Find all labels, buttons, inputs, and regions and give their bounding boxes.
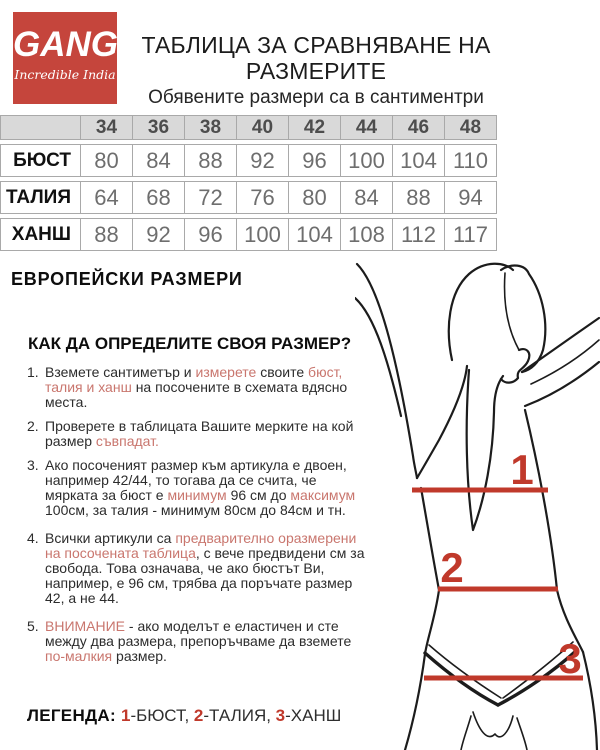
instruction-text xyxy=(45,365,367,410)
figure-torso-right xyxy=(525,410,583,652)
legend-text: -ТАЛИЯ, xyxy=(203,706,276,725)
size-table-corner-cell xyxy=(0,115,81,140)
size-value-cell: 88 xyxy=(81,218,133,251)
size-value-cell: 100 xyxy=(341,144,393,177)
page-header xyxy=(117,32,515,109)
size-row-label: ТАЛИЯ xyxy=(0,181,81,214)
body-measurement-figure xyxy=(355,260,600,750)
size-value-cell: 108 xyxy=(341,218,393,251)
instruction-item xyxy=(27,619,367,664)
legend-number: 1 xyxy=(120,706,131,725)
instruction-number: 1. xyxy=(27,364,39,380)
instruction-text xyxy=(45,458,367,518)
figure-hair-back xyxy=(467,370,503,530)
figure-left-leg xyxy=(405,654,425,750)
instruction-segment: своите xyxy=(256,364,309,380)
instruction-highlight: измерете xyxy=(195,364,257,380)
how-to-heading: КАК ДА ОПРЕДЕЛИТЕ СВОЯ РАЗМЕР? xyxy=(28,334,352,353)
size-value-cell: 104 xyxy=(289,218,341,251)
legend xyxy=(27,706,341,726)
size-value-cell: 104 xyxy=(393,144,445,177)
legend-number: 2 xyxy=(193,706,204,725)
size-value-cell: 117 xyxy=(445,218,497,251)
figure-right-arm-mid xyxy=(531,340,599,384)
size-value-cell: 76 xyxy=(237,181,289,214)
instruction-segment: Вземете сантиметър и xyxy=(45,364,196,380)
instruction-highlight: бюст, талия и ханш xyxy=(45,364,343,395)
figure-inner-left-thigh xyxy=(461,716,471,750)
size-value-cell: 92 xyxy=(133,218,185,251)
page-title: ТАБЛИЦА ЗА СРАВНЯВАНЕ НА РАЗМЕРИТЕ xyxy=(141,32,491,84)
size-comparison-table xyxy=(0,111,497,255)
size-value-cell: 84 xyxy=(133,144,185,177)
figure-right-leg xyxy=(583,652,597,750)
size-table-row xyxy=(0,144,497,177)
instruction-item xyxy=(27,531,367,606)
size-column-header: 46 xyxy=(393,115,445,140)
figure-face-profile xyxy=(501,349,529,383)
figure-hair-parting xyxy=(505,273,519,350)
size-row-label: БЮСТ xyxy=(0,144,81,177)
instruction-item xyxy=(27,365,367,410)
legend-text: -БЮСТ, xyxy=(130,706,194,725)
instruction-segment: Ако посоченият размер към артикула е двоен, например 42/44, то тогава да се счита, че мярката за бюст е xyxy=(45,457,347,503)
size-value-cell: 80 xyxy=(81,144,133,177)
size-value-cell: 110 xyxy=(445,144,497,177)
size-table-row xyxy=(0,218,497,251)
instruction-segment: на посочените в схемата вдясно места. xyxy=(45,379,348,410)
instruction-text xyxy=(45,619,367,664)
figure-crotch xyxy=(473,712,513,737)
hips-marker-number: 3 xyxy=(558,635,582,682)
legend-label: ЛЕГЕНДА: xyxy=(27,706,116,725)
instruction-number: 2. xyxy=(27,418,39,434)
size-table-row xyxy=(0,181,497,214)
figure-left-shoulder xyxy=(417,366,467,478)
size-value-cell: 72 xyxy=(185,181,237,214)
instruction-segment: Всички артикули са xyxy=(45,530,176,546)
size-value-cell: 80 xyxy=(289,181,341,214)
size-value-cell: 112 xyxy=(393,218,445,251)
size-value-cell: 92 xyxy=(237,144,289,177)
figure-bikini-left-edge xyxy=(429,645,501,698)
size-value-cell: 96 xyxy=(185,218,237,251)
instruction-number: 3. xyxy=(27,457,39,473)
size-table-header-row xyxy=(0,115,497,140)
page-subtitle: Обявените размери са в сантиментри xyxy=(148,87,484,108)
size-value-cell: 68 xyxy=(133,181,185,214)
brand-name: GANG xyxy=(13,25,118,64)
legend-text: -ХАНШ xyxy=(285,706,342,725)
figure-right-arm-top xyxy=(522,318,599,372)
instruction-item xyxy=(27,419,367,449)
instruction-text xyxy=(45,419,367,449)
instruction-highlight: ВНИМАНИЕ xyxy=(45,618,126,634)
legend-number: 3 xyxy=(275,706,286,725)
legend-items xyxy=(121,706,341,725)
instruction-item xyxy=(27,458,367,518)
size-column-header: 48 xyxy=(445,115,497,140)
instruction-segment: - ако моделът е еластичен и сте между два размера, препоръчваме да вземете xyxy=(45,618,352,649)
size-value-cell: 84 xyxy=(341,181,393,214)
instruction-text xyxy=(45,531,367,606)
instruction-highlight: по-малкия xyxy=(45,648,113,664)
instructions-list xyxy=(27,365,367,673)
instruction-highlight: минимум xyxy=(167,487,227,503)
figure-inner-right-thigh xyxy=(517,718,527,750)
size-value-cell: 88 xyxy=(185,144,237,177)
size-column-header: 36 xyxy=(133,115,185,140)
european-sizes-heading: ЕВРОПЕЙСКИ РАЗМЕРИ xyxy=(11,269,243,289)
figure-right-arm-lower xyxy=(525,362,599,406)
size-column-header: 44 xyxy=(341,115,393,140)
instruction-highlight: максимум xyxy=(290,487,356,503)
brand-logo xyxy=(13,12,117,104)
figure-torso-left xyxy=(421,488,439,654)
size-table-body xyxy=(0,144,497,251)
size-column-header: 38 xyxy=(185,115,237,140)
waist-marker-number: 2 xyxy=(440,544,464,591)
instruction-segment: Проверете в таблицата Вашите мерките на кой размер xyxy=(45,418,354,449)
size-column-header: 42 xyxy=(289,115,341,140)
instruction-segment: 96 см до xyxy=(226,487,291,503)
size-value-cell: 88 xyxy=(393,181,445,214)
figure-left-arm-outer xyxy=(357,264,417,478)
instruction-number: 4. xyxy=(27,530,39,546)
size-column-header: 40 xyxy=(237,115,289,140)
figure-head-outline xyxy=(449,264,513,360)
size-value-cell: 100 xyxy=(237,218,289,251)
instruction-segment: 100см, за талия - минимум 80см до 84см и тн. xyxy=(45,502,346,518)
instruction-segment: , с вече предвидени см за свобода. Това означава, че ако бюстът Ви, например, е 96 см, трябва да поръчате размер 42, а не 44. xyxy=(45,545,365,606)
instruction-highlight: предварително оразмерени на посочената таблица xyxy=(45,530,357,561)
instruction-highlight: съвпадат. xyxy=(95,433,159,449)
size-value-cell: 64 xyxy=(81,181,133,214)
brand-tagline: Incredible India xyxy=(14,67,116,82)
instruction-segment: размер. xyxy=(112,648,167,664)
bust-marker-number: 1 xyxy=(510,446,534,493)
size-value-cell: 96 xyxy=(289,144,341,177)
instruction-number: 5. xyxy=(27,618,39,634)
size-value-cell: 94 xyxy=(445,181,497,214)
size-row-label: ХАНШ xyxy=(0,218,81,251)
size-column-header: 34 xyxy=(81,115,133,140)
